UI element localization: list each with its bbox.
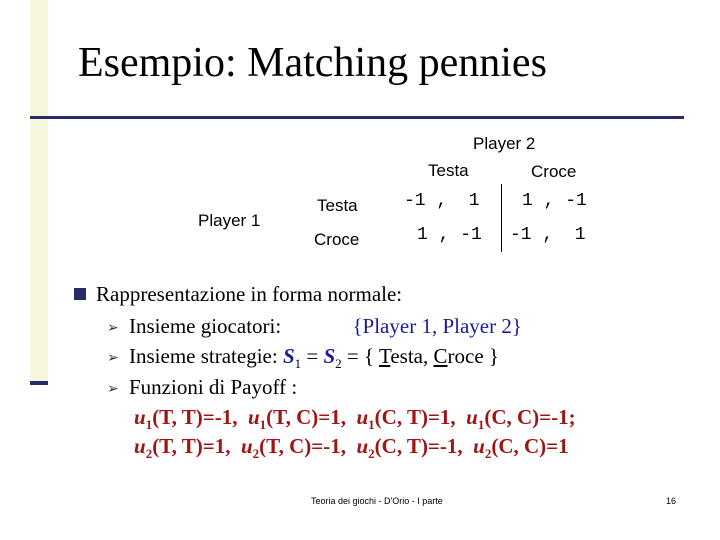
equals-1: = — [301, 344, 324, 368]
s-symbol-2: S — [323, 344, 336, 368]
payoff-u2-cc: (C, C)=1 — [491, 434, 569, 458]
croce-rest: roce } — [447, 344, 499, 368]
payoff-line-1 — [134, 405, 576, 433]
u-symbol: u — [466, 405, 478, 429]
u2-subscript: 2 — [252, 446, 260, 462]
cell-testa-testa: -1 , 1 — [404, 191, 480, 211]
s2-subscript: 2 — [335, 356, 342, 372]
bullet-payoff: Funzioni di Payoff : — [129, 375, 298, 399]
u1-subscript: 1 — [477, 417, 485, 433]
players-sep: , — [431, 314, 443, 338]
player2-name: Player 2 — [442, 314, 512, 338]
bullet-strategies — [129, 344, 499, 372]
matrix-divider — [501, 184, 502, 252]
s-symbol-1: S — [282, 344, 295, 368]
u2-subscript: 2 — [145, 446, 153, 462]
strategies-label: Insieme strategie: — [129, 344, 278, 368]
arrow-bullet-icon: ➢ — [107, 350, 119, 366]
s1-subscript: 1 — [294, 356, 302, 372]
payoff-u1-ct: (C, T)=1, — [374, 405, 456, 429]
payoff-u2-ct: (C, T)=-1, — [374, 434, 463, 458]
players-close: } — [511, 314, 522, 338]
title-underline — [30, 116, 684, 119]
player1-label: Player 1 — [198, 211, 261, 230]
payoff-u1-cc: (C, C)=-1; — [484, 405, 576, 429]
square-bullet-icon — [74, 288, 86, 300]
page-number: 16 — [666, 496, 677, 506]
u1-subscript: 1 — [259, 417, 267, 433]
section-heading: Rappresentazione in forma normale: — [96, 282, 403, 306]
player1-name: Player 1 — [362, 314, 432, 338]
u-symbol: u — [356, 405, 369, 429]
players-label: Insieme giocatori: — [129, 314, 282, 338]
u-symbol: u — [134, 405, 146, 429]
u-symbol: u — [134, 434, 146, 458]
arrow-bullet-icon: ➢ — [107, 381, 119, 397]
row-header-testa: Testa — [317, 196, 358, 215]
cell-testa-croce: 1 , -1 — [522, 191, 587, 211]
player2-label: Player 2 — [473, 134, 536, 153]
u-symbol: u — [240, 434, 253, 458]
left-decorative-bar — [30, 0, 48, 385]
bullet-players — [129, 314, 522, 339]
cell-croce-croce: -1 , 1 — [510, 225, 586, 245]
row-header-croce: Croce — [314, 230, 360, 249]
u1-subscript: 1 — [145, 417, 153, 433]
left-bar-accent — [30, 381, 48, 385]
payoff-u1-tc: (T, C)=1, — [266, 405, 346, 429]
croce-initial: C — [433, 344, 448, 368]
slide-title: Esempio: Matching pennies — [78, 40, 547, 86]
col-header-croce: Croce — [531, 162, 577, 181]
col-header-testa: Testa — [428, 161, 469, 180]
u2-subscript: 2 — [484, 446, 492, 462]
payoff-u2-tt: (T, T)=1, — [152, 434, 231, 458]
u-symbol: u — [356, 434, 369, 458]
equals-2: = { — [341, 344, 379, 368]
testa-initial: T — [378, 344, 391, 368]
u2-subscript: 2 — [368, 446, 375, 462]
players-open: { — [352, 314, 363, 338]
arrow-bullet-icon: ➢ — [107, 320, 119, 336]
cell-croce-testa: 1 , -1 — [417, 225, 482, 245]
payoff-u1-tt: (T, T)=-1, — [152, 405, 238, 429]
u-symbol: u — [247, 405, 260, 429]
payoff-u2-tc: (T, C)=-1, — [259, 434, 346, 458]
payoff-line-2 — [134, 434, 569, 462]
u1-subscript: 1 — [368, 417, 375, 433]
footer-text: Teoria dei giochi - D'Orio - I parte — [311, 496, 443, 506]
testa-rest: esta, — [390, 344, 434, 368]
u-symbol: u — [473, 434, 485, 458]
